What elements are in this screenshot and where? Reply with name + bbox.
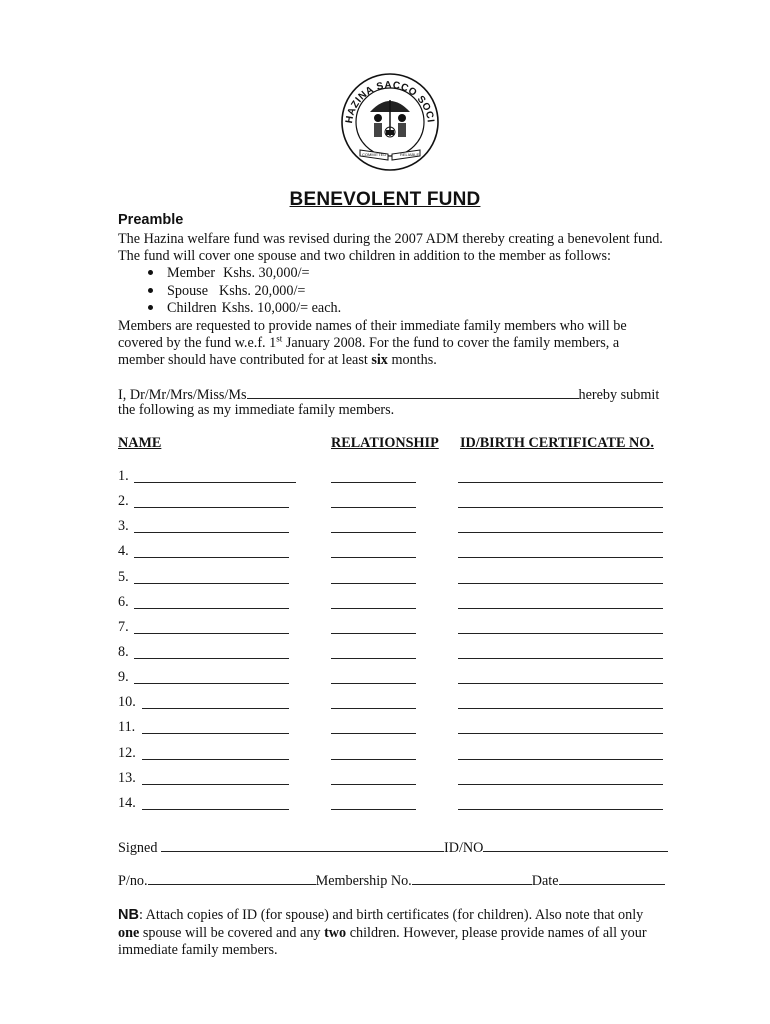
benefit-label: Children xyxy=(167,300,217,316)
relationship-field[interactable] xyxy=(331,809,416,810)
table-row xyxy=(118,543,678,563)
id-field[interactable] xyxy=(458,557,663,558)
relationship-field[interactable] xyxy=(331,683,416,684)
page-title: BENEVOLENT FUND xyxy=(289,189,481,210)
table-row xyxy=(118,569,678,589)
column-header-name: NAME xyxy=(118,435,162,451)
relationship-field[interactable] xyxy=(331,733,416,734)
signed-label: Signed xyxy=(118,840,158,856)
para-superscript: st xyxy=(276,333,283,344)
relationship-field[interactable] xyxy=(331,608,416,609)
preamble-para-line-1: Members are requested to provide names of their immediate family members who will be xyxy=(118,318,627,334)
name-field[interactable] xyxy=(134,608,289,609)
row-number: 1. xyxy=(118,468,129,484)
logo-emblem-icon xyxy=(338,70,442,174)
relationship-field[interactable] xyxy=(331,784,416,785)
id-field[interactable] xyxy=(458,683,663,684)
column-header-id-label: ID/BIRTH CERTIFICATE NO xyxy=(460,435,651,451)
id-field[interactable] xyxy=(458,507,663,508)
id-field[interactable] xyxy=(458,583,663,584)
membership-no-label: Membership No. xyxy=(315,873,412,889)
id-field[interactable] xyxy=(458,532,663,533)
list-item xyxy=(148,300,341,318)
nb-label: NB xyxy=(118,907,139,923)
id-field[interactable] xyxy=(458,482,663,483)
id-field[interactable] xyxy=(458,733,663,734)
bullet-icon xyxy=(148,270,153,275)
table-row xyxy=(118,745,678,765)
declaration-prefix: I, Dr/Mr/Mrs/Miss/Ms xyxy=(118,387,247,403)
table-row xyxy=(118,644,678,664)
row-number: 5. xyxy=(118,569,129,585)
name-field[interactable] xyxy=(142,708,289,709)
declaration-line-2: the following as my immediate family members. xyxy=(118,402,395,418)
id-field[interactable] xyxy=(458,608,663,609)
row-number: 7. xyxy=(118,619,129,635)
name-field[interactable] xyxy=(142,784,289,785)
relationship-field[interactable] xyxy=(331,658,416,659)
table-row xyxy=(118,770,678,790)
column-header-id xyxy=(460,435,654,452)
note-line-1 xyxy=(118,907,643,924)
relationship-field[interactable] xyxy=(331,507,416,508)
note-bold: two xyxy=(324,925,347,941)
table-row xyxy=(118,719,678,739)
para-bold: six xyxy=(371,352,388,368)
benefit-amount: Kshs. 30,000/= xyxy=(223,265,310,281)
table-row xyxy=(118,795,678,815)
relationship-field[interactable] xyxy=(331,759,416,760)
relationship-field[interactable] xyxy=(331,708,416,709)
sacco-logo xyxy=(338,70,442,174)
row-number: 2. xyxy=(118,493,129,509)
id-field[interactable] xyxy=(458,759,663,760)
note-line-3: immediate family members. xyxy=(118,942,278,958)
member-name-field[interactable] xyxy=(247,385,579,399)
name-field[interactable] xyxy=(134,658,289,659)
relationship-field[interactable] xyxy=(331,482,416,483)
name-field[interactable] xyxy=(134,482,296,483)
list-item xyxy=(148,283,341,301)
name-field[interactable] xyxy=(142,733,289,734)
relationship-field[interactable] xyxy=(331,583,416,584)
id-no-field[interactable] xyxy=(483,838,668,852)
name-field[interactable] xyxy=(134,507,289,508)
relationship-field[interactable] xyxy=(331,633,416,634)
preamble-line-2: The fund will cover one spouse and two children in addition to the member as follows: xyxy=(118,248,611,264)
bullet-icon xyxy=(148,305,153,310)
para-text: member should have contributed for at least xyxy=(118,352,372,368)
table-row xyxy=(118,619,678,639)
pno-field[interactable] xyxy=(148,871,316,885)
column-header-trailing: . xyxy=(650,435,654,451)
signature-line xyxy=(118,838,668,857)
list-item xyxy=(148,265,341,283)
benefit-label: Member xyxy=(167,265,216,281)
date-field[interactable] xyxy=(559,871,665,885)
name-field[interactable] xyxy=(134,532,289,533)
benefit-amount: Kshs. 10,000/= each. xyxy=(221,300,342,316)
row-number: 9. xyxy=(118,669,129,685)
id-no-label: ID/NO xyxy=(443,840,484,856)
row-number: 10. xyxy=(118,694,136,710)
preamble-line-1: The Hazina welfare fund was revised during the 2007 ADM thereby creating a benevolent fund. xyxy=(118,231,663,247)
row-number: 13. xyxy=(118,770,136,786)
row-number: 6. xyxy=(118,594,129,610)
name-field[interactable] xyxy=(134,683,289,684)
para-text: covered by the fund w.e.f. 1 xyxy=(118,335,277,351)
para-text: months. xyxy=(387,352,437,368)
preamble-para-line-2 xyxy=(118,335,619,352)
row-number: 11. xyxy=(118,719,136,735)
logo-band-right: RELIABLE xyxy=(400,152,420,157)
preamble-heading: Preamble xyxy=(118,212,184,228)
relationship-field[interactable] xyxy=(331,557,416,558)
membership-no-field[interactable] xyxy=(412,871,532,885)
declaration-suffix: hereby submit xyxy=(578,387,660,403)
date-label: Date xyxy=(531,873,559,889)
signature-field[interactable] xyxy=(161,838,444,852)
table-row xyxy=(118,468,678,488)
column-header-relationship: RELATIONSHIP xyxy=(331,435,439,451)
id-field[interactable] xyxy=(458,809,663,810)
relationship-field[interactable] xyxy=(331,532,416,533)
benefit-amount: Kshs. 20,000/= xyxy=(219,282,306,299)
note-text: spouse will be covered and any xyxy=(139,925,325,941)
row-number: 12. xyxy=(118,745,136,761)
id-field[interactable] xyxy=(458,633,663,634)
pno-label: P/no. xyxy=(118,873,148,889)
table-row xyxy=(118,493,678,513)
logo-name-text: HAZINA SACCO SOCI xyxy=(343,79,436,125)
para-text: January 2008. For the fund to cover the family members, a xyxy=(282,335,620,351)
row-number: 4. xyxy=(118,543,129,559)
table-row xyxy=(118,594,678,614)
id-field[interactable] xyxy=(458,784,663,785)
row-number: 8. xyxy=(118,644,129,660)
note-line-2 xyxy=(118,925,647,942)
name-field[interactable] xyxy=(142,809,289,810)
note-text: : Attach copies of ID (for spouse) and birth certificates (for children). Also note that only xyxy=(138,907,644,923)
svg-text:HAZINA SACCO SOCIETY LTD. xyxy=(338,70,436,124)
logo-band-left: COMMITTED xyxy=(362,152,387,157)
table-row xyxy=(118,694,678,714)
table-row xyxy=(118,518,678,538)
id-field[interactable] xyxy=(458,708,663,709)
note-bold: one xyxy=(118,925,140,941)
benefit-label: Spouse xyxy=(167,282,208,299)
bullet-icon xyxy=(148,288,153,293)
note-text: children. However, please provide names of all your xyxy=(346,925,647,941)
name-field[interactable] xyxy=(142,759,289,760)
name-field[interactable] xyxy=(134,557,289,558)
row-number: 3. xyxy=(118,518,129,534)
name-field[interactable] xyxy=(134,583,289,584)
preamble-para-line-3 xyxy=(118,352,437,369)
membership-line xyxy=(118,871,665,890)
table-row xyxy=(118,669,678,689)
benefit-list xyxy=(148,265,341,318)
name-field[interactable] xyxy=(134,633,289,634)
row-number: 14. xyxy=(118,795,136,811)
id-field[interactable] xyxy=(458,658,663,659)
